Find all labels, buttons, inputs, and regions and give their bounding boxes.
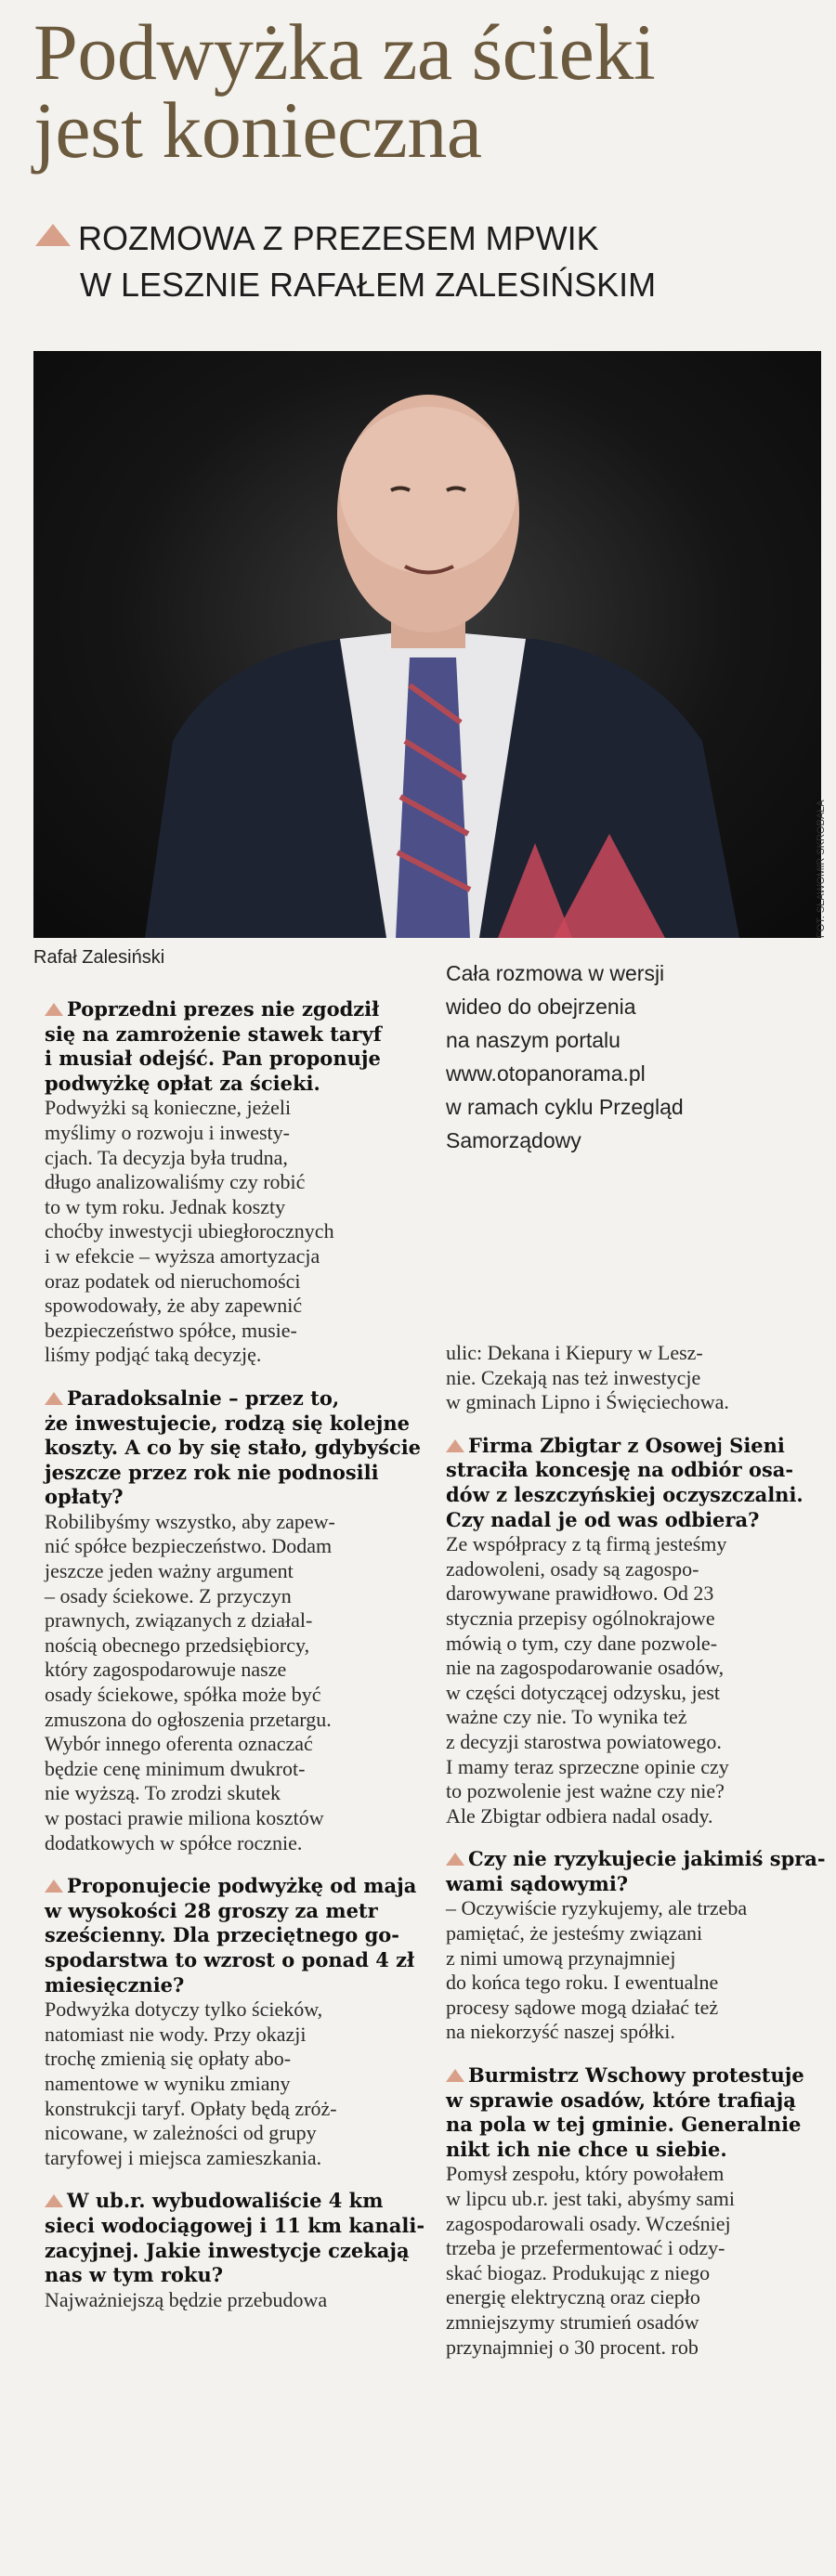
triangle-icon [446, 1853, 464, 1866]
answer-line: to pozwolenie jest ważne czy nie? [446, 1779, 725, 1803]
answer-line: w gminach Lipno i Święciechowa. [446, 1390, 729, 1414]
answer-line: osady ściekowe, spółka może być [45, 1683, 321, 1707]
right-column [446, 1341, 826, 2378]
question-line [45, 2189, 416, 2214]
answer-line: prawnych, związanych z działal- [45, 1608, 313, 1633]
answer-line: nie. Czekają nas też inwestycje [446, 1365, 701, 1389]
answer-line: Ze współpracy z tą firmą jesteśmy [446, 1532, 727, 1556]
question-text: w wysokości 28 groszy za metr [45, 1898, 378, 1922]
answer-line: i w efekcie – wyższa amortyzacja [45, 1243, 320, 1268]
question-text: sieci wodociągowej i 11 km kanali- [45, 2213, 425, 2237]
answer-line: – Oczywiście ryzykujemy, ale trzeba [446, 1896, 748, 1920]
answer-line: namentowe w wyniku zmiany [45, 2071, 291, 2095]
answer-line: w lipcu ub.r. jest taki, abyśmy sami [446, 2187, 736, 2210]
answer-line: liśmy podjąć taką decyzję. [45, 1343, 262, 1367]
answer-line: długo analizowaliśmy czy robić [45, 1170, 306, 1194]
answer-line: nić spółce bezpieczeństwo. Dodam [45, 1534, 333, 1558]
triangle-icon [45, 2194, 63, 2207]
question-text: w sprawie osadów, które trafiają [446, 2088, 796, 2112]
qa-block [45, 1386, 422, 1855]
qa-block [446, 1434, 817, 1829]
answer-line: myślimy o rozwoju i inwesty- [45, 1120, 290, 1144]
question-text: Firma Zbigtar z Osowej Sieni [468, 1433, 785, 1457]
qa-block [446, 2063, 817, 2360]
answer-line: skać biogaz. Produkując z niego [446, 2260, 711, 2284]
question-text: podwyżkę opłat za ścieki. [45, 1071, 320, 1095]
promo-line: w ramach cyklu Przegląd [446, 1095, 684, 1119]
triangle-icon [45, 1880, 63, 1893]
triangle-icon [35, 224, 71, 246]
question-text: sześcienny. Dla przeciętnego go- [45, 1923, 400, 1947]
question-text: Poprzedni prezes nie zgodził [67, 997, 380, 1021]
answer-line: w części dotyczącej odzysku, jest [446, 1680, 721, 1704]
question-line [45, 2263, 416, 2288]
deck-line: ROZMOWA Z PREZESEM MPWIK [78, 219, 599, 257]
triangle-icon [446, 2069, 464, 2082]
answer-line: nością obecnego przedsiębiorcy, [45, 1633, 310, 1657]
question-text: jeszcze przez rok nie podnosili [45, 1460, 379, 1484]
question-line [446, 1483, 817, 1508]
answer-line: który zagospodarowuje nasze [45, 1658, 287, 1682]
answer-line: przynajmniej o 30 procent. rob [446, 2335, 699, 2359]
photo-credit: FOT. SŁAWOMIR SKROBAŁA [816, 800, 827, 938]
answer-line: cjach. Ta decyzja była trudna, [45, 1145, 288, 1169]
answer-line: zmuszona do ogłoszenia przetargu. [45, 1707, 332, 1731]
question-line [446, 1434, 817, 1459]
deck-line: W LESZNIE RAFAŁEM ZALESIŃSKIM [80, 266, 657, 304]
answer-line: zmniejszymy strumień osadów [446, 2309, 699, 2334]
headline-line: Podwyżka za ścieki [33, 7, 656, 97]
promo-line: wideo do obejrzenia [446, 995, 636, 1019]
question-text: dów z leszczyńskiej oczyszczalni. [446, 1482, 803, 1506]
question-line [446, 2088, 817, 2114]
qa-block [45, 1874, 416, 2170]
answer-line: mówią o tym, czy dane pozwole- [446, 1631, 718, 1655]
answer-line: będzie cenę minimum dwukrot- [45, 1756, 306, 1780]
answer-line: I mamy teraz sprzeczne opinie czy [446, 1754, 729, 1778]
qa-block [45, 997, 416, 1368]
question-text: Czy nadal je od was odbiera? [446, 1507, 760, 1531]
answer-line: nicowane, w zależności od grupy [45, 2121, 317, 2145]
question-text: że inwestujecie, rodzą się kolejne [45, 1411, 410, 1435]
answer-line: Pomysł zespołu, który powołałem [446, 2162, 725, 2186]
question-line [45, 1948, 416, 1973]
question-line [446, 1458, 817, 1483]
video-promo [446, 956, 799, 1157]
headline [33, 7, 804, 175]
question-line [446, 2113, 817, 2138]
triangle-icon [45, 1003, 63, 1016]
question-line [446, 1872, 817, 1897]
answer-line: na niekorzyść naszej spółki. [446, 2020, 675, 2044]
answer-line: z nimi umową przynajmniej [446, 1945, 676, 1970]
answer-line: bezpieczeństwo spółce, musie- [45, 1318, 297, 1342]
photo-caption: Rafał Zalesiński [33, 947, 165, 968]
answer-line: zadowoleni, osady są zagospo- [446, 1556, 699, 1581]
left-column [45, 997, 425, 2331]
headline-line: jest konieczna [33, 85, 482, 175]
question-line [45, 1072, 416, 1097]
triangle-icon [446, 1439, 464, 1452]
answer-line: jeszcze jeden ważny argument [45, 1559, 294, 1583]
question-text: Paradoksalnie – przez to, [67, 1386, 340, 1410]
answer-line: darowywane prawidłowo. Od 23 [446, 1581, 714, 1606]
question-line [45, 2213, 425, 2239]
answer-line: procesy sądowe mogą działać też [446, 1995, 719, 2019]
question-line [45, 1899, 416, 1924]
answer-line: Robilibyśmy wszystko, aby zapew- [45, 1509, 335, 1533]
answer-line: trochę zmienią się opłaty abo- [45, 2047, 292, 2071]
answer-line: – osady ściekowe. Z przyczyn [45, 1583, 292, 1607]
question-text: na pola w tej gminie. Generalnie [446, 2113, 802, 2137]
promo-line: Samorządowy [446, 1128, 581, 1152]
question-text: Burmistrz Wschowy protestuje [468, 2063, 804, 2088]
answer-line: w postaci prawie miliona kosztów [45, 1806, 324, 1829]
answer-line: choćby inwestycji ubiegłorocznych [45, 1219, 334, 1243]
qa-block [45, 2189, 425, 2312]
question-text: się na zamrożenie stawek taryf [45, 1021, 382, 1046]
answer-line: nie wyższą. To zrodzi skutek [45, 1781, 281, 1805]
answer-line: Najważniejszą będzie przebudowa [45, 2287, 328, 2311]
question-text: zacyjnej. Jakie inwestycje czekają [45, 2238, 410, 2262]
question-text: Czy nie ryzykujecie jakimiś spra- [468, 1847, 826, 1871]
answer-line: zagospodarowali osady. Wcześniej [446, 2211, 731, 2235]
question-text: i musiał odejść. Pan proponuje [45, 1047, 381, 1071]
question-line [45, 1047, 416, 1072]
answer-line: z decyzji starostwa powiatowego. [446, 1729, 722, 1753]
portrait-illustration [33, 351, 821, 938]
answer-line: stycznia przepisy ogólnokrajowe [446, 1606, 715, 1630]
answer-line: dodatkowych w spółce rocznie. [45, 1830, 303, 1854]
answer-line: konstrukcji taryf. Opłaty będą zróż- [45, 2096, 337, 2120]
question-line [45, 1461, 416, 1486]
question-text: miesięcznie? [45, 1972, 185, 1997]
answer-line: Podwyżki są konieczne, jeżeli [45, 1096, 292, 1120]
question-line [45, 2239, 416, 2264]
answer-line: nie na zagospodarowanie osadów, [446, 1656, 725, 1680]
answer-line: ważne czy nie. To wynika też [446, 1705, 687, 1729]
answer-line: trzeba je przefermentować i odzy- [446, 2236, 725, 2260]
answer-line: do końca tego roku. I ewentualne [446, 1971, 719, 1995]
question-line [45, 1022, 416, 1047]
deck [35, 215, 806, 308]
promo-line: na naszym portalu [446, 1028, 620, 1052]
question-line [446, 1508, 817, 1533]
question-text: spodarstwa to wzrost o ponad 4 zł [45, 1947, 415, 1971]
answer-line: Wybór innego oferenta oznaczać [45, 1732, 313, 1756]
answer-line: spowodowały, że aby zapewnić [45, 1294, 303, 1318]
answer-line: oraz podatek od nieruchomości [45, 1268, 301, 1293]
triangle-icon [45, 1392, 63, 1405]
promo-link[interactable]: www.otopanorama.pl [446, 1061, 646, 1086]
question-line [446, 2138, 817, 2163]
qa-block [446, 1847, 826, 2045]
answer-line: to w tym roku. Jednak koszty [45, 1194, 286, 1218]
question-line [446, 1847, 826, 1872]
question-line [446, 2063, 817, 2088]
question-text: wami sądowymi? [446, 1871, 629, 1895]
question-line [45, 1973, 416, 1998]
question-text: nas w tym roku? [45, 2263, 224, 2287]
question-line [45, 997, 416, 1022]
question-line [45, 1874, 416, 1899]
answer-line: energię elektryczną oraz ciepło [446, 2285, 700, 2309]
question-line [45, 1485, 416, 1510]
answer-line: ulic: Dekana i Kiepury w Lesz- [446, 1341, 703, 1364]
answer-line: taryfowej i miejsca zamieszkania. [45, 2145, 322, 2169]
portrait-photo [33, 351, 821, 938]
promo-line: Cała rozmowa w wersji [446, 961, 665, 985]
question-line [45, 1923, 416, 1948]
qa-block [446, 1341, 817, 1415]
question-text: Proponujecie podwyżkę od maja [67, 1874, 417, 1898]
question-text: koszty. A co by się stało, gdybyście [45, 1436, 422, 1460]
question-line [45, 1386, 416, 1412]
answer-line: pamiętać, że jesteśmy związani [446, 1921, 703, 1945]
question-line [45, 1436, 422, 1461]
answer-line: natomiast nie wody. Przy okazji [45, 2022, 307, 2046]
answer-line: Ale Zbigtar odbiera nadal osady. [446, 1803, 713, 1828]
question-text: opłaty? [45, 1485, 124, 1509]
question-text: straciła koncesję na odbiór osa- [446, 1458, 794, 1482]
answer-line: Podwyżka dotyczy tylko ścieków, [45, 1997, 323, 2022]
question-text: W ub.r. wybudowaliście 4 km [67, 2189, 384, 2213]
question-text: nikt ich nie chce u siebie. [446, 2137, 727, 2161]
question-line [45, 1412, 416, 1437]
